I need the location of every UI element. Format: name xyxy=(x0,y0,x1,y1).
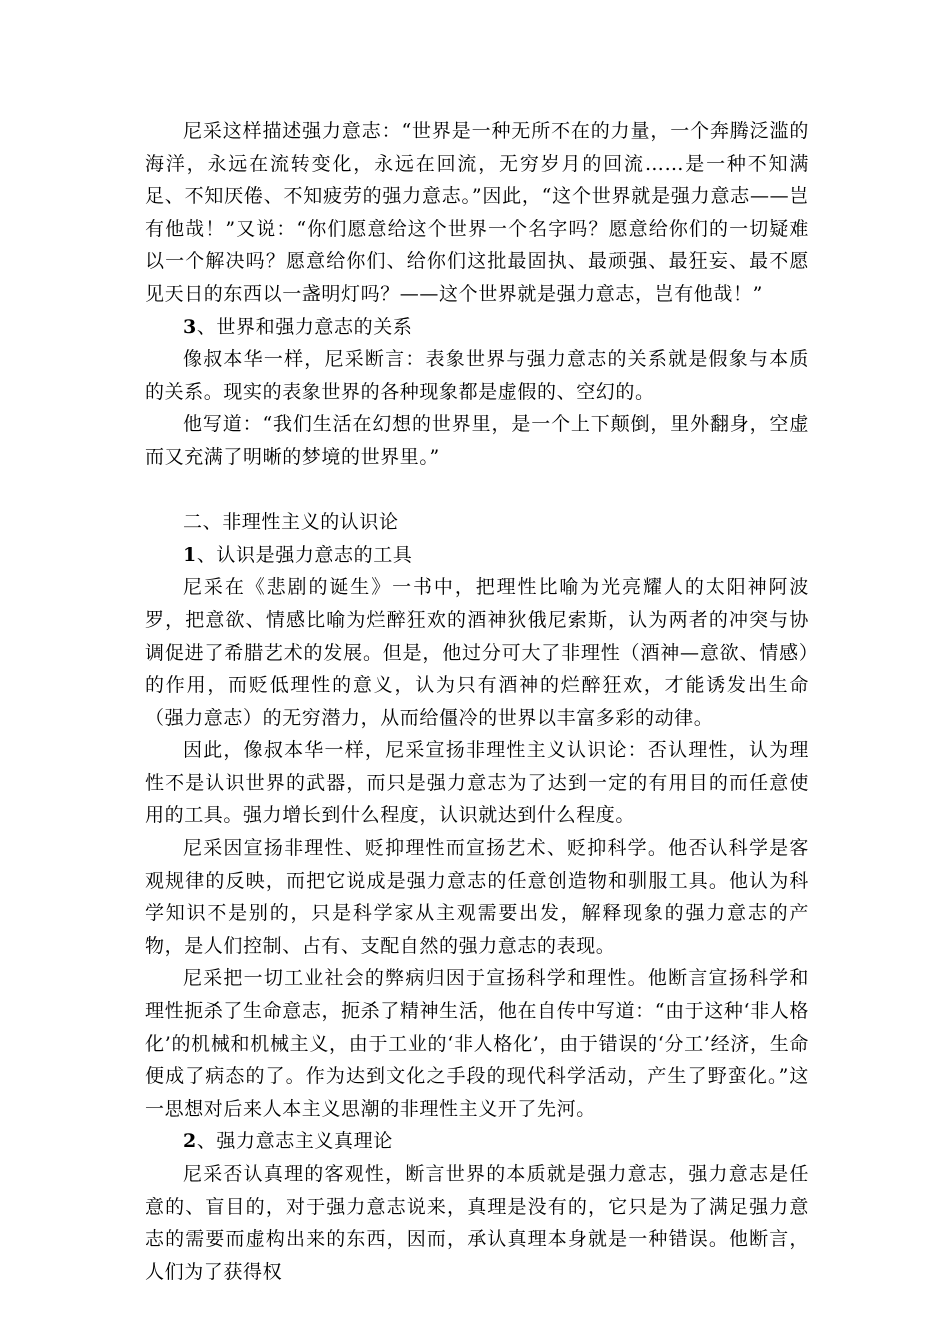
subheading-text: 、强力意志主义真理论 xyxy=(196,1130,393,1153)
section-title-irrationalist-epistemology: 二、非理性主义的认识论 xyxy=(183,511,399,534)
subheading-text: 、认识是强力意志的工具 xyxy=(196,543,413,566)
document-page xyxy=(145,115,809,1288)
paragraph-denial-of-truth: 尼采否认真理的客观性，断言世界的本质就是强力意志，强力意志是任意的、盲目的，对于强力意志说来，真理是没有的，它只是为了满足强力意志的需要而虚构出来的东西，因而，承认真理本身就是一种错误。他断言，人们为了获得权 xyxy=(145,1163,809,1283)
paragraph-birth-of-tragedy: 尼采在《悲剧的诞生》一书中，把理性比喻为光亮耀人的太阳神阿波罗，把意欲、情感比喻为烂醉狂欢的酒神狄俄尼索斯，认为两者的冲突与协调促进了希腊艺术的发展。但是，他过分可大了非理性（酒神—意欲、情感）的作用，而贬低理性的意义，认为只有酒神的烂醉狂欢，才能诱发出生命（强力意志）的无穷潜力，从而给僵冷的世界以丰富多彩的动律。 xyxy=(145,576,809,729)
paragraph-irrationalist-theory: 因此，像叔本华一样，尼采宣扬非理性主义认识论：否认理性，认为理性不是认识世界的武器，而只是强力意志为了达到一定的有用目的而任意使用的工具。强力增长到什么程度，认识就达到什么程度。 xyxy=(145,739,809,827)
subheading-cognition-as-tool xyxy=(145,539,809,572)
paragraph-industrial-society: 尼采把一切工业社会的弊病归因于宣扬科学和理性。他断言宣扬科学和理性扼杀了生命意志，扼杀了精神生活，他在自传中写道：“由于这种‘非人格化’的机械和机械主义，由于工业的‘非人格化’，由于错误的‘分工’经济，生命便成了病态的了。作为达到文化之手段的现代科学活动，产生了野蛮化。”这一思想对后来人本主义思潮的非理性主义开了先河。 xyxy=(145,967,809,1120)
subheading-truth-theory xyxy=(145,1125,809,1158)
section-spacer xyxy=(145,474,809,507)
paragraph-will-to-power-description: 尼采这样描述强力意志：“世界是一种无所不在的力量，一个奔腾泛滥的海洋，永远在流转变化，永远在回流，无穷岁月的回流……是一种不知满足、不知厌倦、不知疲劳的强力意志。”因此，“这个世界就是强力意志——岂有他哉！”又说：“你们愿意给这个世界一个名字吗？愿意给你们的一切疑难以一个解决吗？愿意给你们、给你们这批最固执、最顽强、最狂妄、最不愿见天日的东西以一盏明灯吗？——这个世界就是强力意志，岂有他哉！” xyxy=(145,120,809,305)
subheading-number: 2 xyxy=(183,1130,197,1153)
subheading-text: 、世界和强力意志的关系 xyxy=(196,315,413,338)
paragraph-art-versus-science: 尼采因宣扬非理性、贬抑理性而宣扬艺术、贬抑科学。他否认科学是客观规律的反映，而把它说成是强力意志的任意创造物和驯服工具。他认为科学知识不是别的，只是科学家从主观需要出发，解释现象的强力意志的产物，是人们控制、占有、支配自然的强力意志的表现。 xyxy=(145,837,809,957)
subheading-number: 3 xyxy=(183,315,197,338)
subheading-world-and-will xyxy=(145,311,809,344)
subheading-number: 1 xyxy=(183,543,197,566)
paragraph-appearance-and-essence: 像叔本华一样，尼采断言：表象世界与强力意志的关系就是假象与本质的关系。现实的表象世界的各种现象都是虚假的、空幻的。 xyxy=(145,348,809,403)
paragraph-world-of-illusion: 他写道：“我们生活在幻想的世界里，是一个上下颠倒，里外翻身，空虚而又充满了明晰的梦境的世界里。” xyxy=(145,413,809,468)
